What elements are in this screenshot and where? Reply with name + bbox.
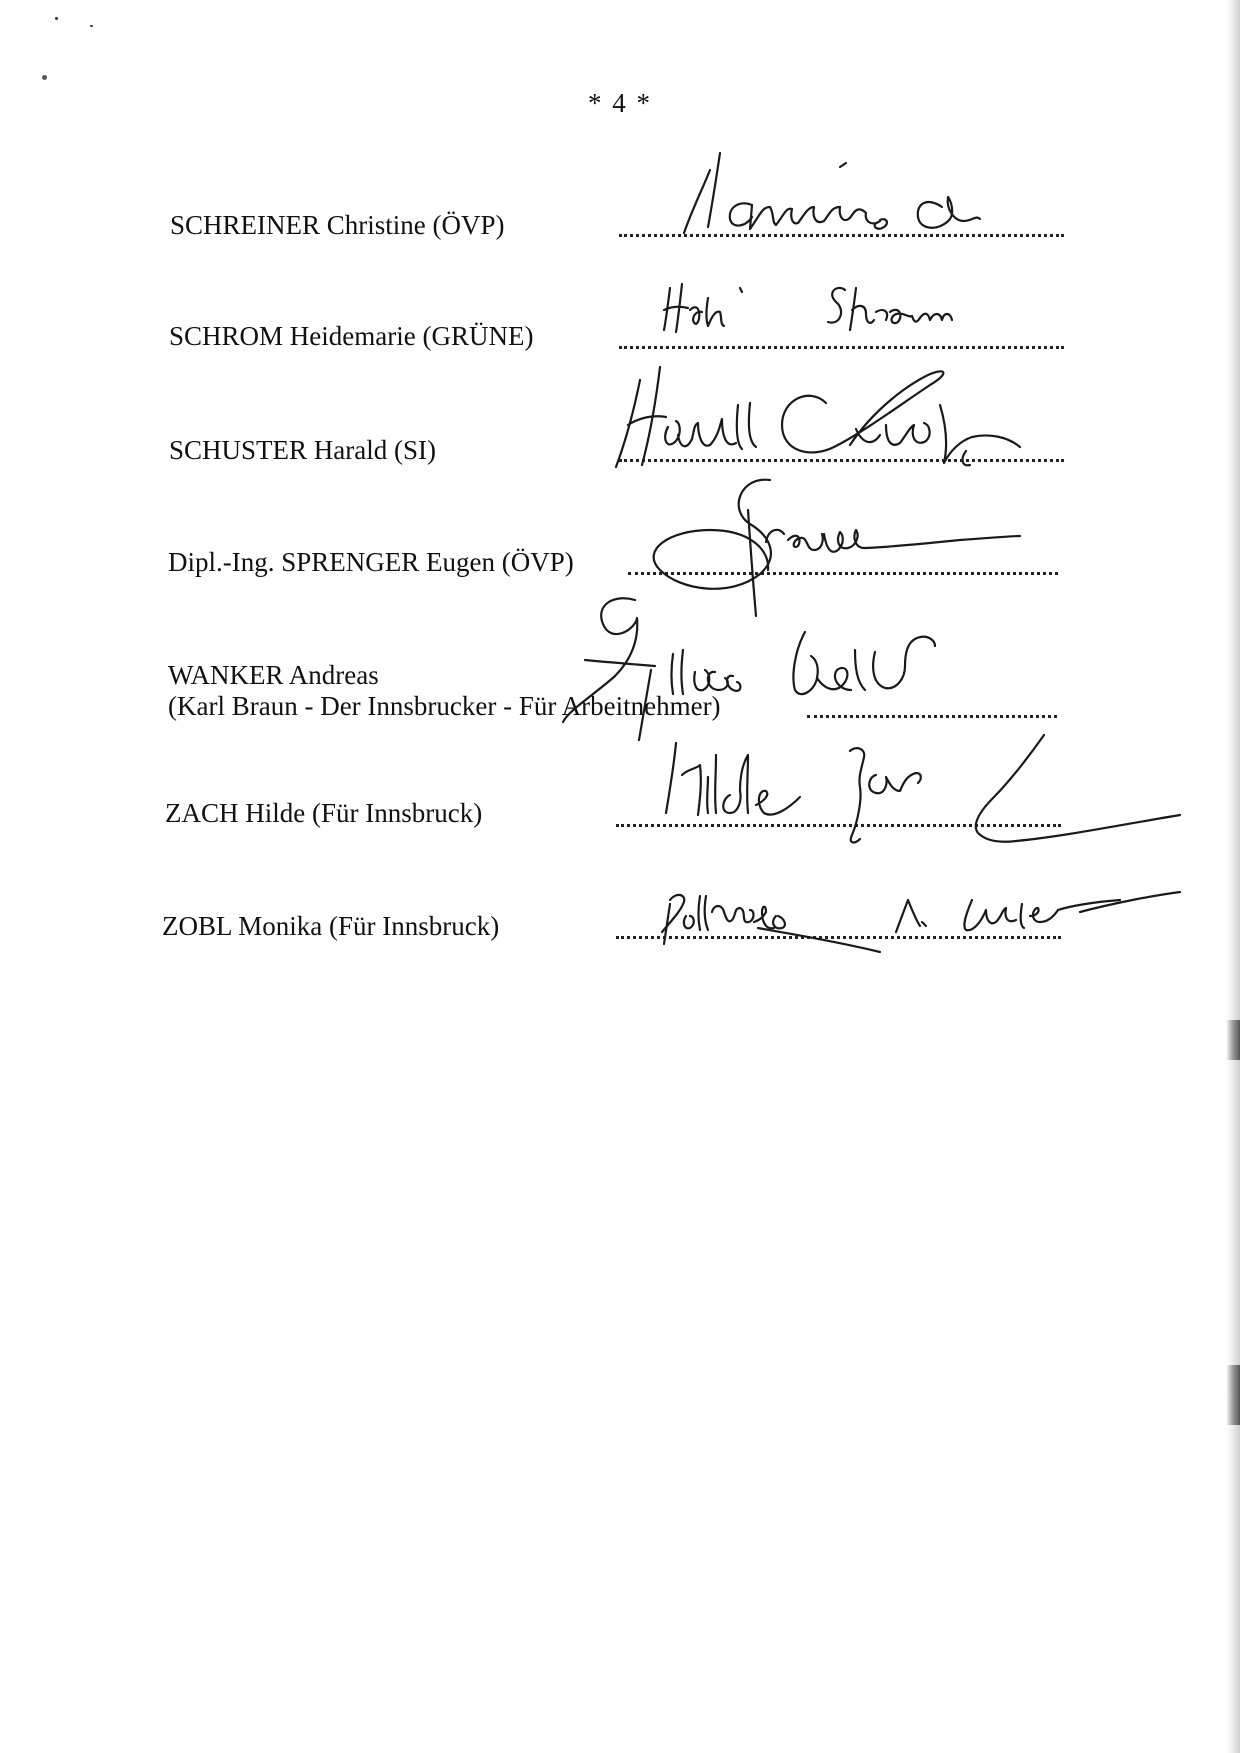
signatory-name: SCHUSTER Harald (SI) xyxy=(169,435,436,465)
signatory-affiliation: (Karl Braun - Der Innsbrucker - Für Arbeitnehmer) xyxy=(168,691,721,721)
scan-speck xyxy=(42,75,47,80)
signatory-name: Dipl.-Ing. SPRENGER Eugen (ÖVP) xyxy=(168,547,574,577)
scan-edge-mark xyxy=(1226,1020,1240,1060)
scan-edge-mark xyxy=(1226,1365,1240,1425)
scan-speck xyxy=(90,25,93,27)
signatory-name: ZACH Hilde (Für Innsbruck) xyxy=(165,798,483,828)
scan-edge-shadow xyxy=(1226,0,1240,1753)
page-number: * 4 * xyxy=(588,88,652,118)
signature-image xyxy=(680,145,1010,240)
signatory-name: SCHREINER Christine (ÖVP) xyxy=(170,210,505,240)
signature-image xyxy=(660,270,980,345)
signature-image xyxy=(650,860,1190,960)
scan-speck xyxy=(55,17,58,20)
signature-image xyxy=(610,355,1030,475)
signature-line xyxy=(619,346,1064,349)
signature-image xyxy=(660,725,1200,870)
signatory-name: SCHROM Heidemarie (GRÜNE) xyxy=(169,321,534,351)
signatory-name: WANKER Andreas xyxy=(168,660,379,690)
signatory-name: ZOBL Monika (Für Innsbruck) xyxy=(162,911,500,941)
